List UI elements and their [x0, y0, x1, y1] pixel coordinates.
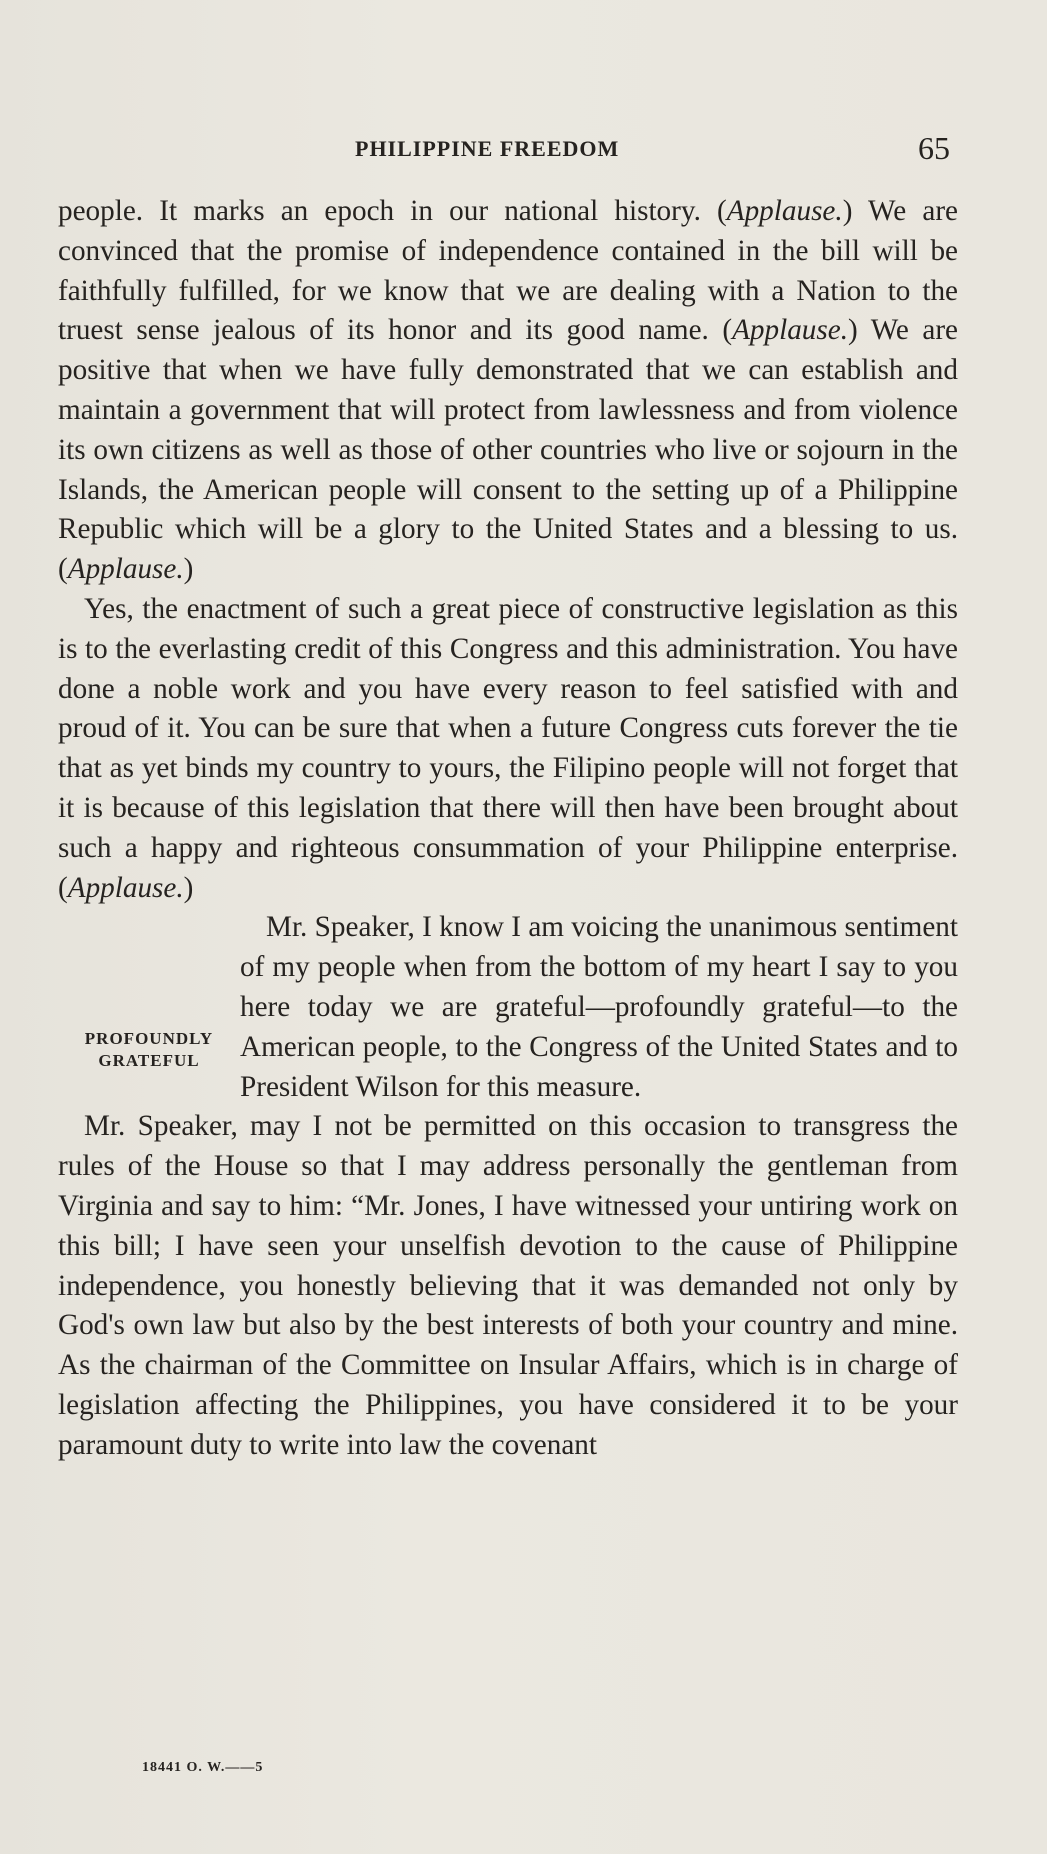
paragraph-4-text: Mr. Speaker, may I not be permitted on this occasion to transgress the rules of the House so that I may address personally the gentleman from Virginia and say to him: “Mr. Jones, I have witnessed your untiring work on this bill; I have seen your unselfish devotion to the cause of Philippine independence, you honestly believing that it was demanded not only by God's own law but also by the best interests of both your country and mine. As the chairman of the Committee on Insular Affairs, which is in charge of legislation affecting the Philippines, you have considered it to be your paramount duty to write into law the covenant — [58, 1110, 958, 1461]
running-title: PHILIPPINE FREEDOM — [355, 136, 620, 161]
paragraph-3-text: Mr. Speaker, I know I am voicing the unanimous sentiment of my people when from the bottom of my heart I say to you here today we are grateful—profoundly grateful—to the American people, to the Congress of the United States and to President Wilson for this measure. — [240, 911, 958, 1103]
applause-note: Applause. — [726, 195, 843, 227]
applause-note: Applause. — [67, 871, 184, 904]
applause-note: Applause. — [67, 553, 184, 586]
paragraph-2 — [58, 590, 958, 908]
text-segment: people. It marks an epoch in our national history. ( — [58, 195, 727, 227]
text-segment: ) We are positive that when we have fully demonstrated that we can establish and maintain a government that will protect from lawlessness and from violence its own citizens as well as those of other countries who live or sojourn in the Islands, the American people will consent to the setting up of a Philippine Republic which will be a glory to the United States and a blessing to us. ( — [58, 314, 958, 586]
text-segment: ) — [183, 553, 194, 586]
side-note-profoundly-grateful — [32, 988, 240, 1106]
paragraph-1 — [58, 192, 958, 590]
printer-signature: 18441 O. W.——5 — [142, 1760, 264, 1775]
side-note-line-2: GRATEFUL — [98, 1050, 200, 1070]
page-number: 65 — [918, 130, 950, 166]
text-segment: ) We are convinced that the promise of independence contained in the bill will be faithfully fulfilled, for we know that we are dealing with a Nation to the truest sense jealous of its honor and its good name. ( — [58, 195, 958, 347]
text-segment: Yes, the enactment of such a great piece of constructive legislation as this is to the everlasting credit of this Congress and this administration. You have done a noble work and you have every reason to feel satisfied with and proud of it. You can be sure that when a future Congress cuts forever the tie that as yet binds my country to yours, the Filipino people will not forget that it is because of this legislation that there will then have been brought about such a happy and righteous consummation of your Philippine enterprise. ( — [58, 592, 958, 904]
paragraph-4 — [58, 1107, 958, 1465]
side-note-line-1: PROFOUNDLY — [84, 1028, 214, 1048]
running-head — [0, 130, 1047, 170]
applause-note: Applause. — [732, 314, 848, 347]
paragraph-3 — [58, 908, 958, 1107]
text-segment: ) — [183, 871, 194, 904]
body-text — [58, 192, 958, 1466]
